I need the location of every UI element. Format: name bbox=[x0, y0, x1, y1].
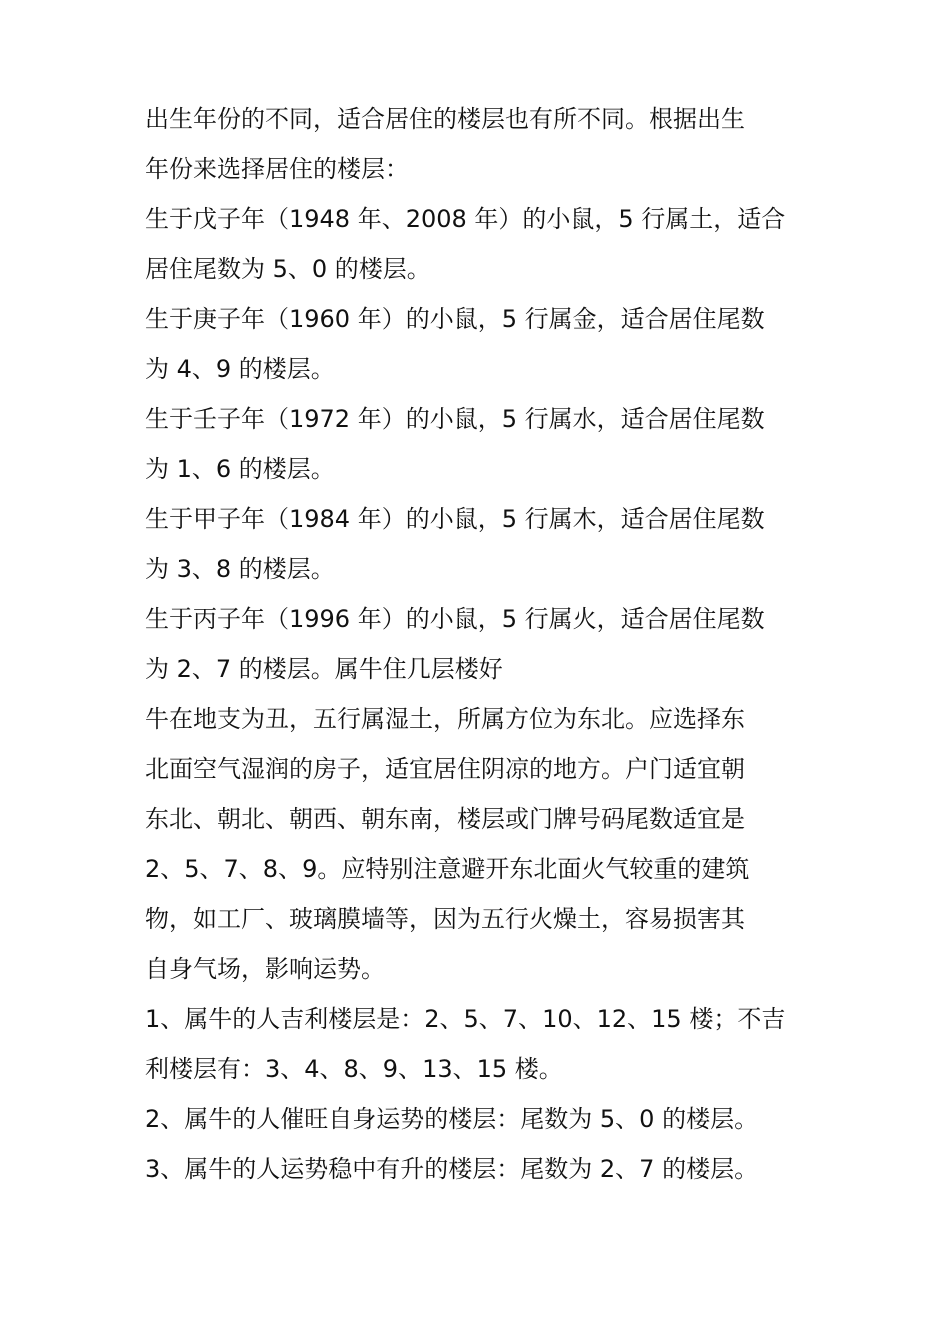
text-line: 2、5、7、8、9。应特别注意避开东北面火气较重的建筑 bbox=[145, 855, 750, 883]
text-line: 出生年份的不同，适合居住的楼层也有所不同。根据出生 bbox=[145, 105, 745, 133]
text-line: 北面空气湿润的房子，适宜居住阴凉的地方。户门适宜朝 bbox=[145, 755, 745, 783]
document-body bbox=[145, 94, 805, 1194]
text-line: 为 3、8 的楼层。 bbox=[145, 555, 335, 583]
text-line: 物，如工厂、玻璃膜墙等，因为五行火燥土，容易损害其 bbox=[145, 905, 745, 933]
text-line: 为 1、6 的楼层。 bbox=[145, 455, 335, 483]
text-line: 生于戊子年（1948 年、2008 年）的小鼠，5 行属土，适合 bbox=[145, 205, 786, 233]
text-line: 居住尾数为 5、0 的楼层。 bbox=[145, 255, 431, 283]
text-line: 为 4、9 的楼层。 bbox=[145, 355, 335, 383]
text-line: 生于壬子年（1972 年）的小鼠，5 行属水，适合居住尾数 bbox=[145, 405, 765, 433]
text-line: 生于庚子年（1960 年）的小鼠，5 行属金，适合居住尾数 bbox=[145, 305, 765, 333]
text-line: 东北、朝北、朝西、朝东南，楼层或门牌号码尾数适宜是 bbox=[145, 805, 745, 833]
text-line: 年份来选择居住的楼层： bbox=[145, 155, 409, 183]
text-line: 牛在地支为丑，五行属湿土，所属方位为东北。应选择东 bbox=[145, 705, 745, 733]
text-line: 生于甲子年（1984 年）的小鼠，5 行属木，适合居住尾数 bbox=[145, 505, 765, 533]
text-line: 自身气场，影响运势。 bbox=[145, 955, 385, 983]
text-line: 为 2、7 的楼层。属牛住几层楼好 bbox=[145, 655, 503, 683]
text-line: 2、属牛的人催旺自身运势的楼层：尾数为 5、0 的楼层。 bbox=[145, 1105, 759, 1133]
text-line: 1、属牛的人吉利楼层是：2、5、7、10、12、15 楼；不吉 bbox=[145, 1005, 786, 1033]
text-line: 利楼层有：3、4、8、9、13、15 楼。 bbox=[145, 1055, 563, 1083]
text-line: 生于丙子年（1996 年）的小鼠，5 行属火，适合居住尾数 bbox=[145, 605, 765, 633]
text-line: 3、属牛的人运势稳中有升的楼层：尾数为 2、7 的楼层。 bbox=[145, 1155, 759, 1183]
